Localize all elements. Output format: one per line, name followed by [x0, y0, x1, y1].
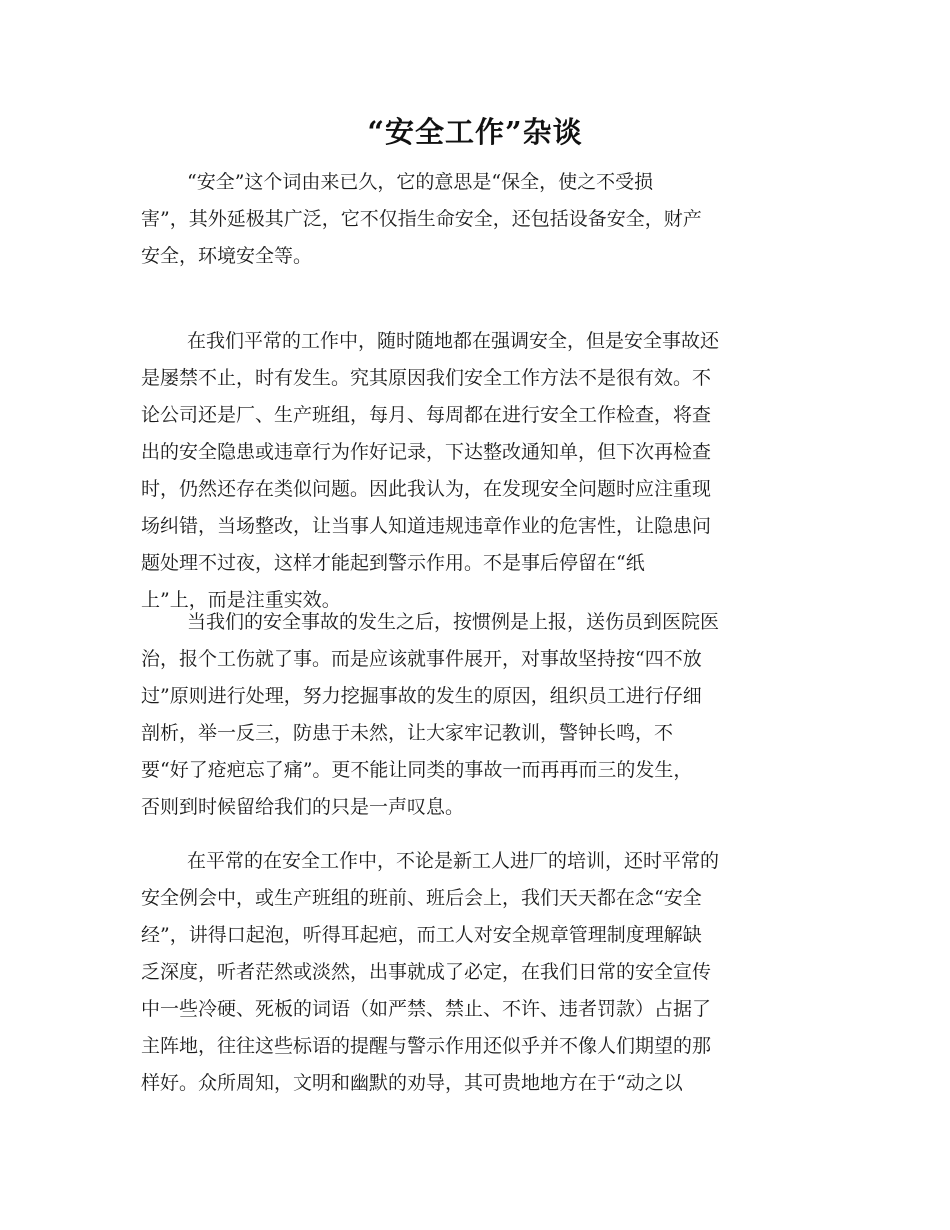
text-line: 经”，讲得口起泡，听得耳起疤，而工人对安全规章管理制度理解缺 [141, 924, 702, 946]
text-line: 是屡禁不止，时有发生。究其原因我们安全工作方法不是很有效。不 [141, 367, 712, 389]
text-line: 安全，环境安全等。 [141, 245, 313, 267]
text-line: 剖析，举一反三，防患于未然，让大家牢记教训，警钟长鸣，不 [141, 722, 674, 744]
paragraph-1 [141, 164, 702, 275]
text-line: 在我们平常的工作中，随时随地都在强调安全，但是安全事故还 [187, 330, 720, 352]
text-line: 中一些冷硬、死板的词语（如严禁、禁止、不许、违者罚款）占据了 [141, 998, 712, 1020]
text-line: 主阵地，往往这些标语的提醒与警示作用还似乎并不像人们期望的那 [141, 1035, 712, 1057]
text-line: 题处理不过夜，这样才能起到警示作用。不是事后停留在“纸 [141, 552, 645, 574]
text-line: 样好。众所周知，文明和幽默的劝导，其可贵地地方在于“动之以 [141, 1072, 683, 1094]
text-line: 在平常的在安全工作中，不论是新工人进厂的培训，还时平常的 [187, 850, 720, 872]
text-line: 安全例会中，或生产班组的班前、班后会上，我们天天都在念“安全 [141, 887, 702, 909]
text-line: 时，仍然还存在类似问题。因此我认为，在发现安全问题时应注重现 [141, 478, 712, 500]
text-line: 当我们的安全事故的发生之后，按惯例是上报，送伤员到医院医 [187, 611, 720, 633]
document-title: “安全工作”杂谈 [367, 115, 583, 149]
text-line: 场纠错，当场整改，让当事人知道违规违章作业的危害性，让隐患问 [141, 515, 712, 537]
text-line: 治，报个工伤就了事。而是应该就事件展开，对事故坚持按“四不放 [141, 648, 702, 670]
text-line: 论公司还是厂、生产班组，每月、每周都在进行安全工作检查，将查 [141, 404, 712, 426]
paragraph-2 [141, 323, 719, 619]
text-line: 乏深度，听者茫然或淡然，出事就成了必定，在我们日常的安全宣传 [141, 961, 712, 983]
text-line: 过”原则进行处理，努力挖掘事故的发生的原因，组织员工进行仔细 [141, 685, 702, 707]
paragraph-3 [141, 604, 719, 826]
text-line: 害”，其外延极其广泛，它不仅指生命安全，还包括设备安全，财产 [141, 208, 702, 230]
text-line: 上”上，而是注重实效。 [141, 589, 341, 611]
text-line: 要“好了疮疤忘了痛”。更不能让同类的事故一而再再而三的发生， [141, 759, 693, 781]
text-line: 否则到时候留给我们的只是一声叹息。 [141, 796, 465, 818]
text-line: 出的安全隐患或违章行为作好记录，下达整改通知单，但下次再检查 [141, 441, 712, 463]
paragraph-4 [141, 843, 719, 1102]
text-line: “安全”这个词由来已久，它的意思是“保全，使之不受损 [187, 171, 654, 193]
